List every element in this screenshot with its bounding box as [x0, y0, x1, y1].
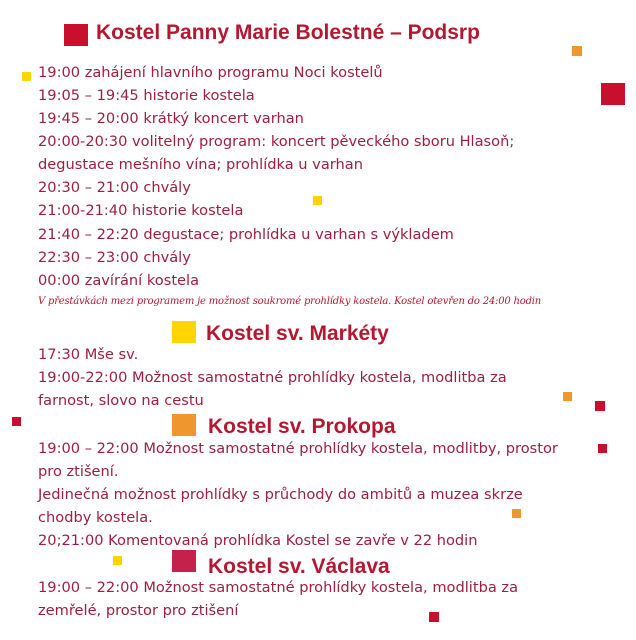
- section-title-marketa: Kostel sv. Markéty: [206, 322, 389, 345]
- deco-square-yellow: [313, 196, 322, 205]
- section-title-prokop: Kostel sv. Prokopa: [208, 415, 396, 438]
- schedule-line: 19:45 – 20:00 krátký koncert varhan: [38, 110, 304, 127]
- schedule-line: 19:05 – 19:45 historie kostela: [38, 87, 255, 104]
- schedule-line: 00:00 zavírání kostela: [38, 272, 200, 289]
- deco-square-yellow: [113, 556, 122, 565]
- schedule-line: 20:00-20:30 volitelný program: koncert pěveckého sboru Hlasoň;: [38, 133, 515, 150]
- schedule-line: 21:40 – 22:20 degustace; prohlídka u varhan s výkladem: [38, 226, 454, 243]
- deco-square-orange: [572, 46, 582, 56]
- title-square-red: [64, 24, 88, 46]
- schedule-line: pro ztišení.: [38, 463, 119, 480]
- schedule-line: 22:30 – 23:00 chvály: [38, 249, 191, 266]
- schedule-line: 19:00 – 22:00 Možnost samostatné prohlídky kostela, modlitba za: [38, 579, 519, 596]
- deco-square-yellow: [22, 72, 31, 81]
- title-square-orange: [172, 414, 196, 436]
- schedule-line: 19:00 zahájení hlavního programu Noci kostelů: [38, 64, 383, 81]
- schedule-line: Jedinečná možnost prohlídky s průchody do ambitů a muzea skrze: [38, 486, 523, 503]
- title-square-crimson: [172, 550, 196, 572]
- title-square-yellow: [172, 321, 196, 343]
- schedule-line: 17:30 Mše sv.: [38, 346, 139, 363]
- schedule-line: 19:00-22:00 Možnost samostatné prohlídky kostela, modlitba za: [38, 369, 507, 386]
- schedule-line: 20:30 – 21:00 chvály: [38, 179, 191, 196]
- deco-square-red-large: [601, 83, 625, 105]
- deco-square-red: [595, 401, 605, 411]
- schedule-line: 20;21:00 Komentovaná prohlídka Kostel se zavře v 22 hodin: [38, 532, 478, 549]
- deco-square-red: [12, 417, 21, 426]
- deco-square-red: [429, 612, 439, 622]
- deco-square-orange: [512, 509, 521, 518]
- schedule-line: chodby kostela.: [38, 509, 153, 526]
- schedule-line: 19:00 – 22:00 Možnost samostatné prohlídky kostela, modlitby, prostor: [38, 440, 558, 457]
- schedule-line: farnost, slovo na cestu: [38, 392, 204, 409]
- section-title-vaclav: Kostel sv. Václava: [208, 555, 390, 578]
- deco-square-orange: [563, 392, 572, 401]
- section-title-podsrp: Kostel Panny Marie Bolestné – Podsrp: [96, 21, 480, 44]
- schedule-line: zemřelé, prostor pro ztišení: [38, 602, 239, 619]
- handwritten-note: V přestávkách mezi programem je možnost soukromé prohlídky kostela. Kostel otevřen do 24:00 hodin: [38, 296, 542, 307]
- schedule-line: degustace mešního vína; prohlídka u varhan: [38, 156, 363, 173]
- schedule-line: 21:00-21:40 historie kostela: [38, 202, 244, 219]
- deco-square-red: [598, 444, 607, 453]
